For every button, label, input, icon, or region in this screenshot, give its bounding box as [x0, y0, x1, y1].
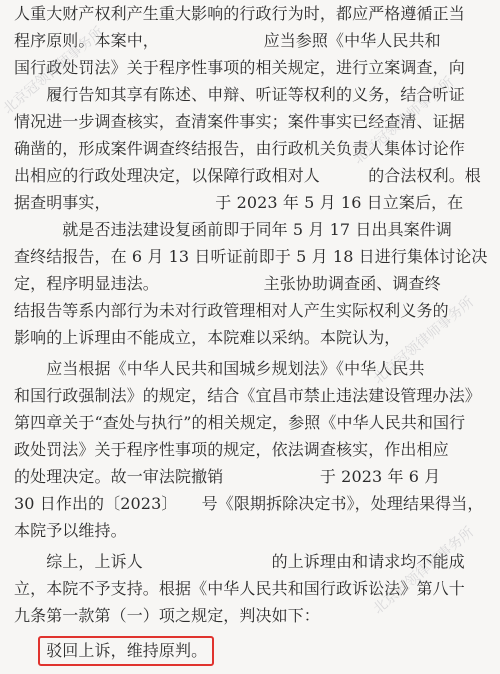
text-line: 就是否违法建设复函前即于同年 5 月 17 日出具案件调 — [14, 220, 452, 239]
text-line: 出相应的行政处理决定，以保障行政相对人 的合法权利。根 — [14, 166, 481, 185]
text-line: 九条第一款第（一）项之规定，判决如下： — [14, 606, 320, 625]
text-line: 和国行政强制法》的规定，结合《宜昌市禁止违法建设管理办法》 — [14, 386, 481, 405]
watermark: 北京冠领律师事务所 — [370, 294, 478, 388]
text-line: 第四章关于“查处与执行”的相关规定，参照《中华人民共和国行 — [14, 413, 466, 432]
text-line: 据查明事实， 于 2023 年 5 月 16 日立案后，在 — [14, 193, 464, 212]
text-line: 综上，上诉人 的上诉理由和请求均不能成 — [14, 552, 465, 571]
text-line: 程序原则。本案中， 应当参照《中华人民共和 — [14, 31, 441, 50]
text-line: 立，本院不予支持。根据《中华人民共和国行政诉讼法》第八十 — [14, 579, 465, 598]
text-line: 的处理决定。故一审法院撤销 于 2023 年 6 月 — [14, 467, 441, 486]
text-line: 履行告知其享有陈述、申辩、听证等权利的义务，结合听证 — [14, 85, 465, 104]
text-line: 国行政处罚法》关于程序性事项的相关规定，进行立案调查，向 — [14, 58, 465, 77]
text-line: 政处罚法》关于程序性事项的规定，依法调查核实，作出相应 — [14, 440, 449, 459]
text-line: 查终结报告，在 6 月 13 日听证前即于 5 月 18 日进行集体讨论决 — [14, 247, 488, 266]
text-line: 应当根据《中华人民共和国城乡规划法》《中华人民共 — [14, 359, 425, 378]
text-line: 本院予以维持。 — [14, 521, 127, 540]
text-line: 结报告等系内部行为未对行政管理相对人产生实际权利义务的 — [14, 301, 449, 320]
text-line: 确凿的，形成案件调查终结报告，由行政机关负责人集体讨论作 — [14, 139, 465, 158]
watermark: 北京冠领律师事务所 — [370, 524, 478, 618]
text-line: 人重大财产权利产生重大影响的行政行为时，都应严格遵循正当 — [14, 4, 465, 23]
text-line: 定，程序明显违法。 主张协助调查函、调查终 — [14, 274, 441, 293]
text-line: 影响的上诉理由不能成立，本院难以采纳。本院认为， — [14, 328, 401, 347]
verdict-highlight-box — [38, 636, 214, 666]
verdict-line: 驳回上诉，维持原判。 — [14, 641, 208, 660]
watermark: 北京冠领律师事务所 — [350, 74, 458, 168]
watermark: 北京冠领律师事务所 — [0, 24, 108, 118]
text-line: 情况进一步调查核实，查清案件事实；案件事实已经查清、证据 — [14, 112, 465, 131]
text-line: 30 日作出的〔2023〕 号《限期拆除决定书》，处理结果得当， — [14, 494, 484, 513]
